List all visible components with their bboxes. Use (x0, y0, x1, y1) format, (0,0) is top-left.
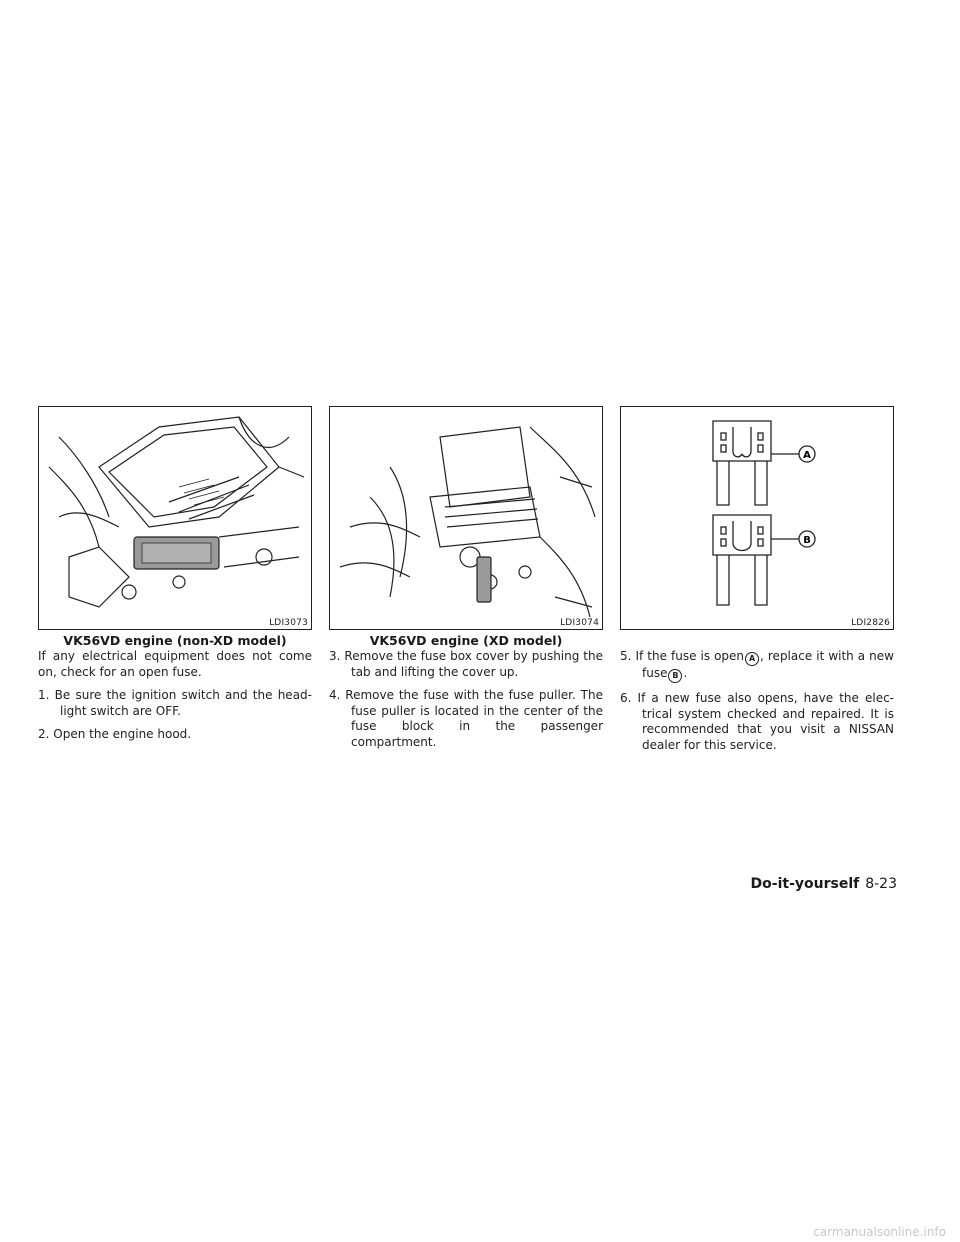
column-3 (620, 406, 894, 761)
intro-paragraph: If any electrical equipment does not come on, check for an open fuse. (38, 649, 312, 679)
engine-illustration (330, 407, 602, 629)
figure-code: LDI3074 (560, 618, 599, 628)
figure-code: LDI2826 (851, 618, 890, 628)
step-5-suffix: . (683, 666, 688, 680)
figure-fuse (620, 406, 894, 630)
step-6: 6. If a new fuse also opens, have the elec- trical system checked and repaired. It is recommended that you visit a NISSAN dealer for this service. (620, 691, 894, 752)
engine-illustration (39, 407, 311, 629)
column-1-text (38, 649, 312, 743)
step-3: 3. Remove the fuse box cover by pushing the tab and lifting the cover up. (329, 649, 603, 679)
figure-caption (620, 633, 894, 649)
figure-engine-non-xd (38, 406, 312, 630)
fuse-illustration (621, 407, 893, 629)
watermark: carmanualsonline.info (813, 1225, 946, 1239)
step-4: 4. Remove the fuse with the fuse puller. The fuse puller is located in the center of the fuse block in the passenger compartment. (329, 688, 603, 749)
step-2: 2. Open the engine hood. (38, 727, 192, 741)
figure-engine-xd (329, 406, 603, 630)
callout-a: A (803, 450, 811, 461)
column-2-text (329, 649, 603, 750)
figure-code: LDI3073 (269, 618, 308, 628)
step-5-prefix: 5. If the fuse is open (620, 649, 745, 663)
figure-caption: VK56VD engine (XD model) (369, 633, 563, 648)
step-5 (620, 649, 894, 683)
callout-b-icon: B (668, 669, 682, 683)
callout-a-icon: A (745, 652, 759, 666)
column-3-text (620, 649, 894, 753)
callout-b: B (803, 535, 811, 546)
page-footer (751, 876, 897, 892)
column-1 (38, 406, 312, 751)
figure-caption: VK56VD engine (non-XD model) (63, 633, 287, 648)
page-number: 8-23 (865, 876, 897, 892)
step-1: 1. Be sure the ignition switch and the head- light switch are OFF. (38, 688, 312, 718)
section-title: Do-it-yourself (750, 876, 860, 892)
step-5-middle: , replace it with a new fuse (642, 649, 894, 680)
column-2 (329, 406, 603, 758)
